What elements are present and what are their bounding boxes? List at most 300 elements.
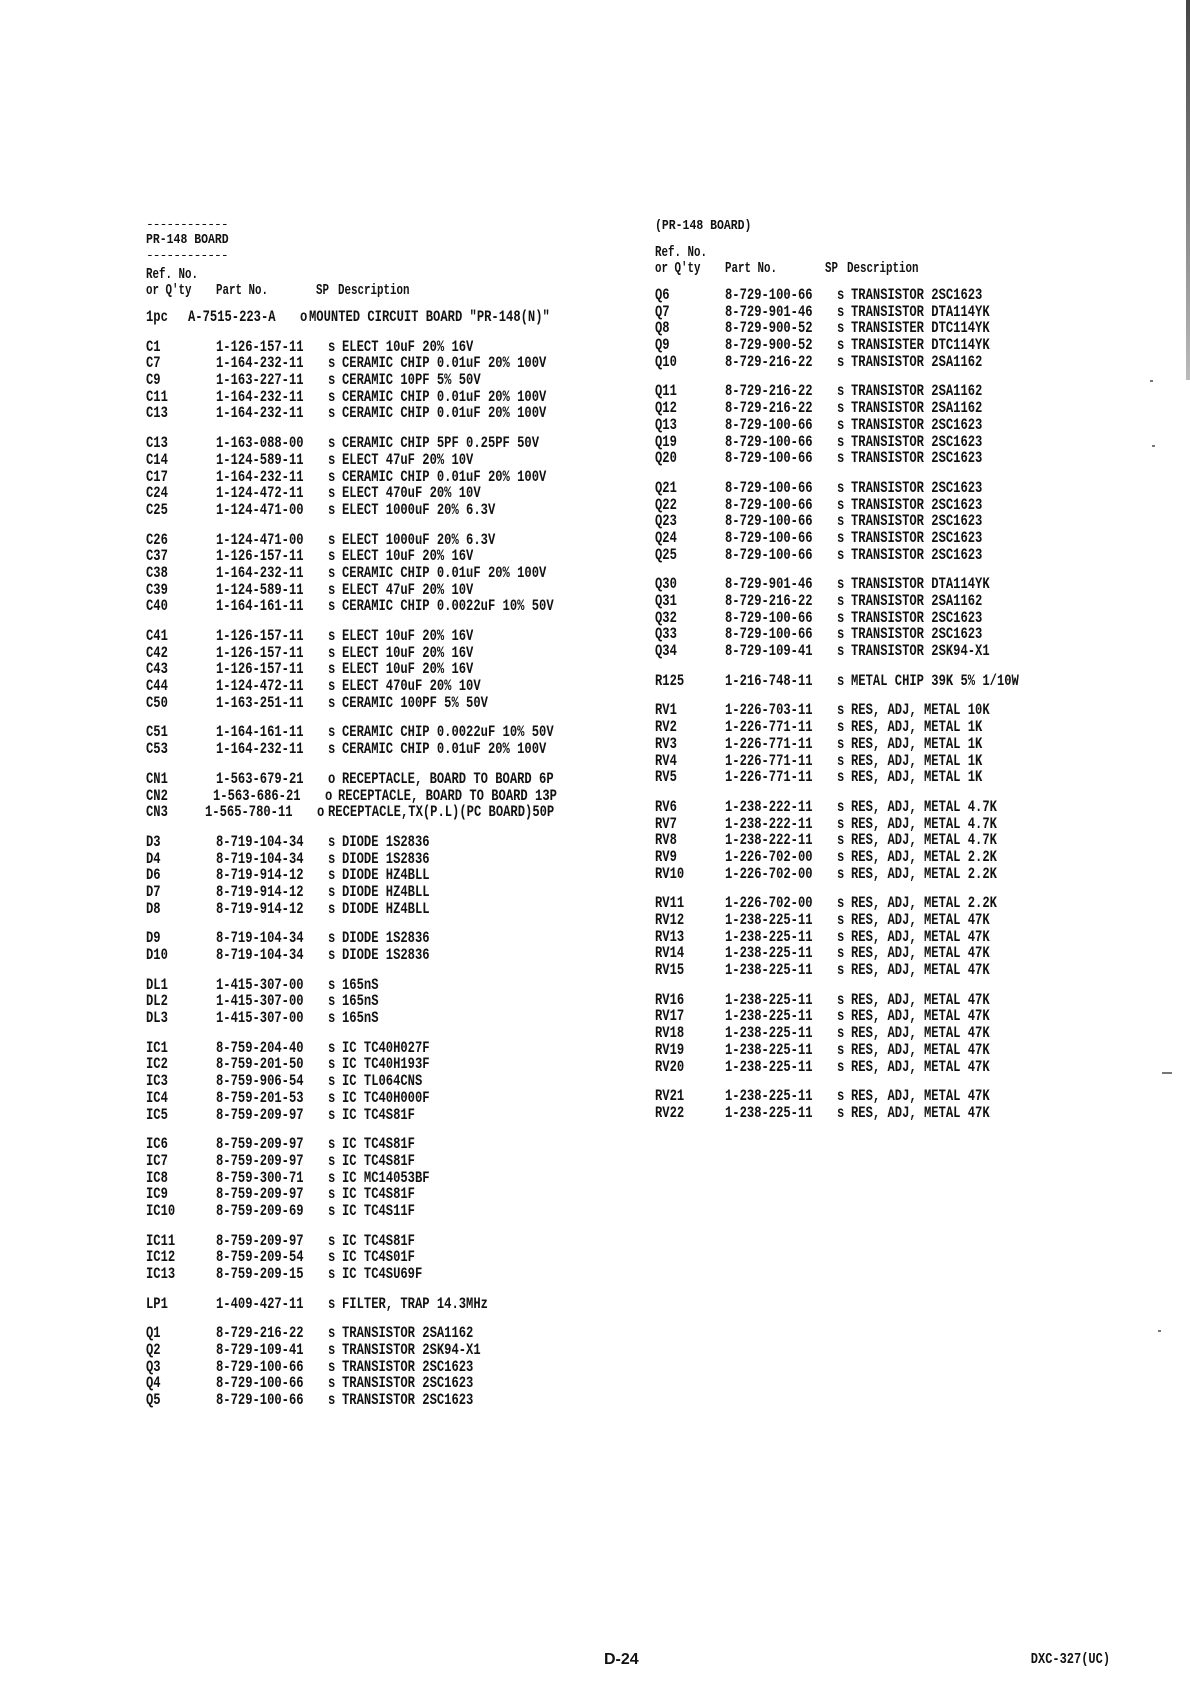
table-row [655,912,1115,929]
part-number: 8-719-914-12 [216,866,304,885]
sp-code: s [328,1168,336,1187]
parts-group [146,309,626,326]
ref-number: RV9 [655,847,677,866]
description: MOUNTED CIRCUIT BOARD "PR-148(N)" [309,308,550,326]
header-ref-line2: or Q'ty [146,282,192,299]
sp-code: s [837,286,845,304]
scan-speck [1158,1330,1161,1332]
part-number: 1-238-225-11 [725,1087,813,1106]
description: RES, ADJ, METAL 2.2K [851,894,997,913]
column-headers [146,267,626,299]
table-row [655,849,1115,866]
ref-number: C1 [146,337,161,356]
sp-code: s [837,1040,845,1059]
sp-code: s [328,404,336,423]
header-sp [825,245,844,277]
header-desc-label: Description [338,282,410,299]
ref-number: Q2 [146,1341,161,1360]
description: CERAMIC CHIP 0.0022uF 10% 50V [342,723,554,742]
ref-number: RV20 [655,1057,685,1076]
part-number: 1-238-222-11 [725,797,813,816]
part-number: 1-238-225-11 [725,1024,813,1043]
part-number: 8-729-100-66 [216,1391,304,1410]
parts-list-left [146,309,626,1409]
sp-code: s [328,484,336,503]
sp-code: s [328,740,336,759]
ref-number: DL1 [146,975,168,994]
part-number: 1-163-251-11 [216,693,304,712]
description: TRANSISTOR 2SA1162 [851,382,983,401]
table-row [655,287,1115,304]
ref-number: C13 [146,434,168,453]
description: TRANSISTOR 2SC1623 [851,415,983,434]
description: RES, ADJ, METAL 1K [851,751,983,770]
ref-number: IC8 [146,1168,168,1187]
ref-number: Q1 [146,1324,161,1343]
description: RES, ADJ, METAL 1K [851,718,983,737]
table-row [146,1233,626,1250]
sp-code: s [328,1374,336,1393]
header-part [725,245,810,277]
table-row [146,1249,626,1266]
sp-code: s [837,768,845,787]
part-number: 1-124-471-00 [216,530,304,549]
part-number: 8-729-216-22 [725,352,813,371]
ref-number: RV11 [655,894,685,913]
parts-group [146,1296,626,1313]
page-footer [0,1651,1190,1675]
table-row [146,1325,626,1342]
description: CERAMIC CHIP 5PF 0.25PF 50V [342,434,540,453]
part-number: 1-126-157-11 [216,547,304,566]
ref-number: RV1 [655,701,677,720]
description: DIODE HZ4BLL [342,866,430,885]
part-number: 1-124-589-11 [216,450,304,469]
ref-number: Q33 [655,625,677,644]
table-row [655,962,1115,979]
sp-code: s [837,961,845,980]
table-row [655,320,1115,337]
header-sp-label: SP [825,260,839,277]
table-row [146,1073,626,1090]
parts-group [655,576,1115,659]
ref-number: Q30 [655,575,677,594]
part-number: A-7515-223-A [187,308,276,326]
table-row [655,626,1115,643]
scan-edge [1186,0,1190,380]
header-sp [316,267,335,299]
table-row [146,867,626,884]
description: RES, ADJ, METAL 47K [851,927,990,946]
table-row [655,354,1115,371]
ref-number: Q8 [655,319,670,338]
sp-code: s [837,478,845,497]
ref-number: C26 [146,530,168,549]
sp-code: s [837,734,845,753]
parts-group [146,771,626,821]
left-column [146,220,626,1422]
part-number: 1-238-225-11 [725,927,813,946]
table-row [655,1088,1115,1105]
table-row [655,480,1115,497]
ref-number: IC3 [146,1072,168,1091]
description: ELECT 10uF 20% 16V [342,627,474,645]
ref-number: C11 [146,387,168,406]
part-number: 1-163-088-00 [216,434,304,453]
header-desc [847,245,931,277]
table-row [146,339,626,356]
description: RES, ADJ, METAL 1K [851,768,983,787]
scan-speck [1150,380,1153,382]
table-row [146,645,626,662]
header-ref [146,267,206,299]
description: RES, ADJ, METAL 4.7K [851,797,997,816]
sp-code: s [328,899,336,918]
description: ELECT 47uF 20% 10V [342,580,474,599]
part-number: 8-719-104-34 [216,946,304,964]
description: CERAMIC CHIP 0.01uF 20% 100V [342,740,547,759]
part-number: 8-729-100-66 [725,286,813,304]
parts-group [146,339,626,422]
sp-code: s [837,847,845,866]
ref-number: Q11 [655,382,677,401]
ref-number: LP1 [146,1294,168,1313]
description: ELECT 10uF 20% 16V [342,337,474,356]
sp-code: s [328,563,336,582]
sp-code: s [328,1135,336,1154]
description: ELECT 10uF 20% 16V [342,660,474,679]
parts-list-right [655,287,1115,1122]
sp-code: s [837,990,845,1009]
sp-code: s [837,625,845,644]
ref-number: RV17 [655,1007,685,1026]
table-row [146,469,626,486]
part-number: 8-729-100-66 [725,528,813,547]
part-number: 8-759-209-97 [216,1135,304,1154]
parts-group [146,532,626,615]
description: IC TC4S81F [342,1105,415,1124]
header-desc-label: Description [847,260,919,277]
description: TRANSISTOR 2SC1623 [342,1391,474,1410]
table-row [146,834,626,851]
table-row [146,355,626,372]
description: IC TC4S81F [342,1135,415,1154]
sp-code: s [328,1201,336,1220]
part-number: 1-226-771-11 [725,768,813,787]
header-desc [338,267,422,299]
description: RECEPTACLE,TX(P.L)(PC BOARD)50P [328,803,555,822]
header-ref-line2: or Q'ty [655,260,701,277]
parts-group [655,799,1115,882]
description: TRANSISTOR 2SC1623 [342,1374,474,1393]
description: TRANSISTER DTC114YK [851,319,990,338]
part-number: 1-238-225-11 [725,944,813,963]
part-number: 8-729-100-66 [725,625,813,644]
ref-number: Q13 [655,415,677,434]
description: TRANSISTOR 2SC1623 [851,432,983,451]
table-row [146,1359,626,1376]
description: CERAMIC CHIP 0.0022uF 10% 50V [342,597,554,616]
ref-number: CN1 [146,769,168,788]
sp-code: s [837,336,845,355]
sp-code: s [837,671,845,690]
description: ELECT 1000uF 20% 6.3V [342,500,496,519]
table-row [655,945,1115,962]
table-row [146,1010,626,1027]
header-ref [655,245,715,277]
description: CERAMIC 100PF 5% 50V [342,693,488,712]
part-number: 8-729-900-52 [725,319,813,338]
ref-number: RV21 [655,1087,685,1106]
sp-code: s [328,866,336,885]
sp-code: s [837,1007,845,1026]
sp-code: s [328,660,336,679]
ref-number: IC5 [146,1105,168,1124]
sp-code: s [837,1024,845,1043]
sp-code: s [328,929,336,948]
ref-number: IC9 [146,1185,168,1204]
ref-number: C7 [146,354,161,373]
part-number: 8-759-209-69 [216,1201,304,1220]
ref-number: Q23 [655,512,677,531]
description: TRANSISTOR 2SC1623 [851,528,983,547]
part-number: 1-164-232-11 [216,404,304,423]
part-number: 1-226-771-11 [725,751,813,770]
description: TRANSISTOR 2SA1162 [342,1324,474,1343]
description: RES, ADJ, METAL 2.2K [851,847,997,866]
column-headers [655,245,1115,277]
part-number: 1-226-702-00 [725,864,813,883]
part-number: 8-729-100-66 [216,1357,304,1376]
sp-code: s [328,467,336,486]
table-row [655,304,1115,321]
sp-code: s [328,1265,336,1283]
part-number: 1-164-232-11 [216,563,304,582]
ref-number: C9 [146,371,161,390]
table-row [146,372,626,389]
sp-code: s [328,387,336,406]
description: CERAMIC CHIP 0.01uF 20% 100V [342,467,547,486]
board-title-continued: (PR-148 BOARD) [655,218,752,234]
ref-number: RV2 [655,718,677,737]
ref-number: Q25 [655,545,677,564]
sp-code: s [328,1324,336,1343]
description: RES, ADJ, METAL 47K [851,990,990,1009]
rule-top: ------------ [146,220,228,230]
ref-number: RV8 [655,831,677,850]
table-row [146,1090,626,1107]
ref-number: RV5 [655,768,677,787]
part-number: 8-729-216-22 [725,399,813,418]
ref-number: C40 [146,597,168,616]
part-number: 8-729-900-52 [725,336,813,355]
description: IC TC4S81F [342,1231,415,1250]
table-row [146,389,626,406]
table-row [655,643,1115,660]
table-row [146,1296,626,1313]
part-number: 8-729-216-22 [725,382,813,401]
description: TRANSISTOR 2SA1162 [851,592,983,610]
part-number: 8-719-104-34 [216,929,304,948]
part-number: 8-729-901-46 [725,302,813,321]
part-number: 1-216-748-11 [725,671,813,690]
sp-code: s [837,944,845,963]
part-number: 8-729-216-22 [216,1324,304,1343]
description: RES, ADJ, METAL 47K [851,1103,990,1122]
part-number: 1-415-307-00 [216,975,304,994]
part-number: 8-729-100-66 [725,545,813,564]
table-row [146,502,626,519]
sp-code: s [837,592,845,610]
part-number: 8-729-100-66 [725,478,813,497]
table-row [655,383,1115,400]
header-part [216,267,301,299]
description: 165nS [342,1009,379,1028]
ref-number: 1pc [146,308,168,326]
description: RES, ADJ, METAL 4.7K [851,814,997,833]
parts-group [655,287,1115,370]
part-number: 1-124-472-11 [216,484,304,503]
table-row [655,1105,1115,1122]
description: RES, ADJ, METAL 47K [851,911,990,929]
description: IC TC4S81F [342,1151,415,1170]
table-row [655,576,1115,593]
table-row [655,929,1115,946]
part-number: 8-729-100-66 [725,449,813,468]
table-row [146,405,626,422]
table-row [655,719,1115,736]
description: RES, ADJ, METAL 47K [851,961,990,980]
description: IC TC4SU69F [342,1265,423,1283]
part-number: 8-759-906-54 [216,1072,304,1091]
ref-number: Q34 [655,642,677,661]
table-row [146,1170,626,1187]
part-number: 1-563-679-21 [216,769,304,788]
description: IC MC14053BF [342,1168,430,1187]
part-number: 1-238-225-11 [725,1007,813,1026]
sp-code: s [328,992,336,1011]
sp-code: s [837,927,845,946]
table-row [146,1342,626,1359]
table-row [146,851,626,868]
model-code: DXC-327(UC) [1030,1651,1110,1668]
sp-code: s [837,894,845,913]
ref-number: Q31 [655,592,677,610]
table-row [146,1040,626,1057]
part-number: 8-759-209-97 [216,1185,304,1204]
ref-number: C24 [146,484,168,503]
sp-code: s [328,1294,336,1313]
ref-number: RV10 [655,864,685,883]
table-row [655,337,1115,354]
description: TRANSISTOR 2SC1623 [851,495,983,514]
ref-number: Q20 [655,449,677,468]
sp-code: s [837,1087,845,1106]
table-row [146,993,626,1010]
sp-code: s [837,1057,845,1076]
header-sp-label: SP [316,282,330,299]
parts-group [146,628,626,711]
sp-code: s [328,882,336,901]
ref-number: RV4 [655,751,677,770]
table-row [146,1107,626,1124]
ref-number: IC7 [146,1151,168,1170]
part-number: 1-238-225-11 [725,911,813,929]
part-number: 1-164-161-11 [216,723,304,742]
sp-code: s [328,1357,336,1376]
table-row [655,1059,1115,1076]
ref-number: Q10 [655,352,677,371]
description: ELECT 47uF 20% 10V [342,450,474,469]
sp-code: s [837,382,845,401]
part-number: 1-226-702-00 [725,847,813,866]
part-number: 1-126-157-11 [216,643,304,662]
part-number: 1-124-472-11 [216,677,304,696]
part-number: 8-719-104-34 [216,832,304,851]
part-number: 1-226-702-00 [725,894,813,913]
part-number: 1-164-232-11 [216,387,304,406]
table-row [146,884,626,901]
table-row [146,1203,626,1220]
description: DIODE 1S2836 [342,832,430,851]
ref-number: RV3 [655,734,677,753]
table-row [146,977,626,994]
table-row [655,1025,1115,1042]
ref-number: RV22 [655,1103,685,1122]
table-row [655,547,1115,564]
description: TRANSISTOR 2SC1623 [851,286,983,304]
description: RES, ADJ, METAL 47K [851,1087,990,1106]
description: RES, ADJ, METAL 47K [851,944,990,963]
parts-group [655,480,1115,563]
part-number: 1-164-232-11 [216,740,304,759]
sp-code: o [299,308,307,326]
description: RES, ADJ, METAL 2.2K [851,864,997,883]
description: IC TC40H027F [342,1038,430,1057]
part-number: 1-238-222-11 [725,831,813,850]
sp-code: s [328,1055,336,1074]
description: TRANSISTER DTC114YK [851,336,990,355]
ref-number: D7 [146,882,161,901]
table-row [146,565,626,582]
sp-code: s [837,302,845,321]
part-number: 1-164-161-11 [216,597,304,616]
table-row [146,628,626,645]
part-number: 1-126-157-11 [216,627,304,645]
sp-code: s [328,832,336,851]
part-number: 8-759-209-97 [216,1231,304,1250]
description: DIODE HZ4BLL [342,899,430,918]
parts-group [655,673,1115,690]
header-part-label: Part No. [216,282,269,299]
description: RES, ADJ, METAL 47K [851,1040,990,1059]
part-number: 8-729-216-22 [725,592,813,610]
part-number: 8-729-100-66 [725,415,813,434]
sp-code: s [837,797,845,816]
parts-group [146,977,626,1027]
table-row [146,309,626,326]
ref-number: IC12 [146,1248,176,1267]
ref-number: RV13 [655,927,685,946]
parts-group [146,1136,626,1219]
ref-number: IC13 [146,1265,176,1283]
ref-number: CN3 [146,803,168,822]
board-title: PR-148 BOARD [146,232,229,248]
sp-code: s [328,1248,336,1267]
ref-number: RV16 [655,990,685,1009]
ref-number: C14 [146,450,168,469]
table-row [146,532,626,549]
